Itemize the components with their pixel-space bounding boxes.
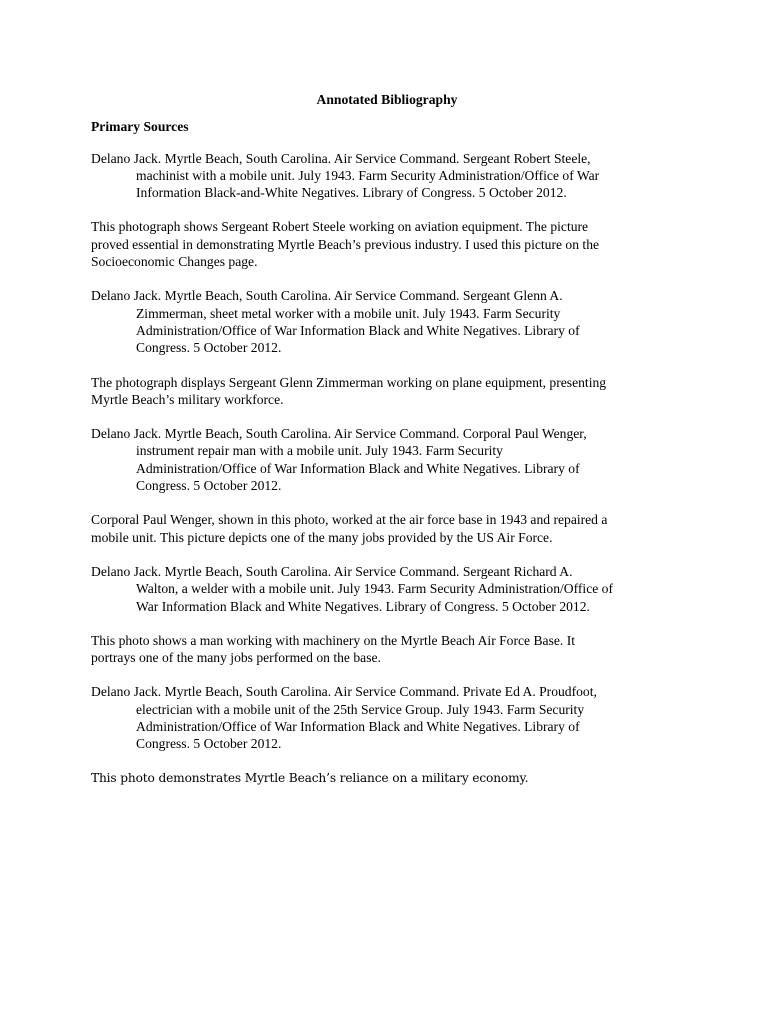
citation-line: Zimmerman, sheet metal worker with a mobile unit. July 1943. Farm Security (136, 305, 561, 321)
annotation-line: mobile unit. This picture depicts one of the many jobs provided by the US Air Force. (91, 529, 553, 545)
annotation-line: Myrtle Beach’s military workforce. (91, 391, 284, 407)
citation-line: electrician with a mobile unit of the 25th Service Group. July 1943. Farm Security (136, 701, 585, 717)
annotation (91, 374, 683, 409)
citation-line: Walton, a welder with a mobile unit. July 1943. Farm Security Administration/Office of (136, 581, 613, 597)
citation (91, 150, 683, 202)
citation (91, 287, 683, 356)
annotation (91, 511, 683, 546)
citation-line: Congress. 5 October 2012. (136, 736, 282, 752)
citation (91, 425, 683, 494)
document-content (91, 91, 683, 804)
annotation (91, 770, 683, 787)
annotation-line: This photo demonstrates Myrtle Beach’s reliance on a military economy. (91, 770, 529, 785)
annotation-line: Corporal Paul Wenger, shown in this photo, worked at the air force base in 1943 and repaired a (91, 512, 608, 528)
citation-line: Administration/Office of War Information Black and White Negatives. Library of (136, 322, 580, 338)
citation (91, 683, 683, 752)
annotation-line: Socioeconomic Changes page. (91, 254, 258, 270)
annotation (91, 632, 683, 667)
citation-line: Administration/Office of War Information Black and White Negatives. Library of (136, 719, 580, 735)
annotation-line: The photograph displays Sergeant Glenn Zimmerman working on plane equipment, presenting (91, 374, 607, 390)
citation-line: Delano Jack. Myrtle Beach, South Carolina. Air Service Command. Private Ed A. Proudfoot, (91, 684, 597, 700)
citation-line: Congress. 5 October 2012. (136, 478, 282, 494)
annotation-line: This photograph shows Sergeant Robert Steele working on aviation equipment. The picture (91, 219, 589, 235)
citation-line: instrument repair man with a mobile unit. July 1943. Farm Security (136, 443, 503, 459)
bibliography-entry (91, 150, 683, 271)
citation-line: Delano Jack. Myrtle Beach, South Carolina. Air Service Command. Corporal Paul Wenger, (91, 426, 587, 442)
citation-line: Delano Jack. Myrtle Beach, South Carolina. Air Service Command. Sergeant Richard A. (91, 563, 573, 579)
citation-line: Congress. 5 October 2012. (136, 340, 282, 356)
bibliography-entry (91, 563, 683, 666)
citation-line: War Information Black and White Negatives. Library of Congress. 5 October 2012. (136, 598, 590, 614)
citation-line: Administration/Office of War Information Black and White Negatives. Library of (136, 460, 580, 476)
bibliography-entry (91, 683, 683, 786)
citation-line: Delano Jack. Myrtle Beach, South Carolina. Air Service Command. Sergeant Robert Steele, (91, 150, 591, 166)
citation-line: Information Black-and-White Negatives. Library of Congress. 5 October 2012. (136, 185, 567, 201)
citation-line: machinist with a mobile unit. July 1943. Farm Security Administration/Office of War (136, 167, 600, 183)
document-title: Annotated Bibliography (316, 92, 458, 107)
citation-line: Delano Jack. Myrtle Beach, South Carolina. Air Service Command. Sergeant Glenn A. (91, 288, 563, 304)
bibliography-entry (91, 425, 683, 546)
bibliography-entry (91, 287, 683, 408)
annotation (91, 218, 683, 270)
annotation-line: proved essential in demonstrating Myrtle Beach’s previous industry. I used this picture on the (91, 236, 600, 252)
section-heading: Primary Sources (91, 119, 189, 135)
annotation-line: portrays one of the many jobs performed on the base. (91, 650, 381, 666)
citation (91, 563, 683, 615)
annotation-line: This photo shows a man working with machinery on the Myrtle Beach Air Force Base. It (91, 632, 575, 648)
